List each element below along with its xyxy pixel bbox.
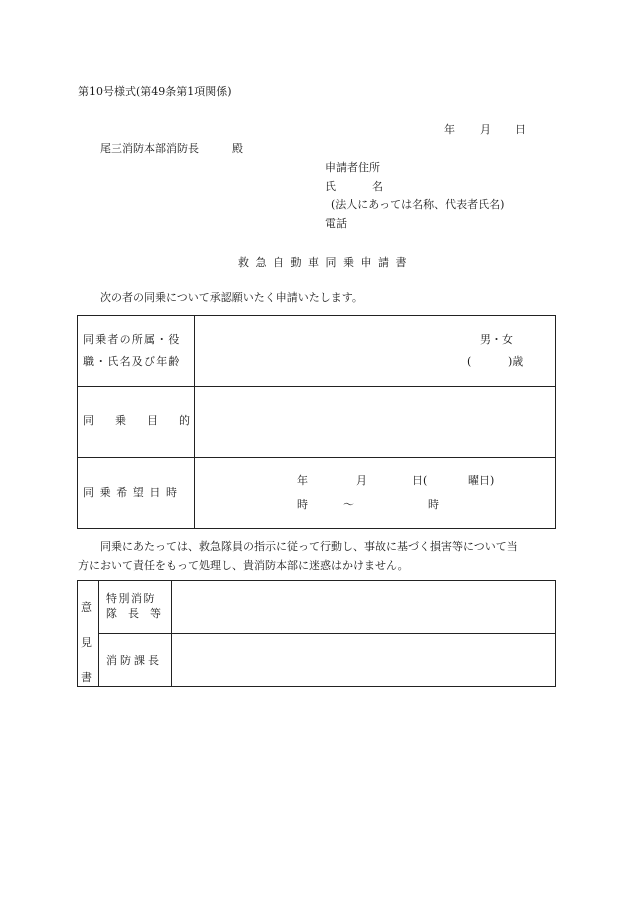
age-input[interactable] xyxy=(477,355,507,369)
date-month-label: 月 xyxy=(480,123,491,136)
table-divider xyxy=(77,457,556,458)
datetime-input[interactable] xyxy=(196,460,554,526)
intro-text: 次の者の同乗について承認願いたく申請いたします。 xyxy=(100,291,363,304)
age-open-paren: ( xyxy=(467,355,472,368)
fire-section-chief-opinion-input[interactable] xyxy=(173,635,554,685)
date-month: 月 xyxy=(356,474,367,487)
date-day: 日( xyxy=(412,474,428,487)
passenger-info-input[interactable] xyxy=(196,318,456,382)
fire-section-chief-label: 消防課長 xyxy=(106,654,162,667)
passenger-info-label-line2: 職・氏名及び年齢 xyxy=(83,355,181,368)
special-chief-label-line2: 隊長等 xyxy=(106,607,172,620)
applicant-address-label: 申請者住所 xyxy=(325,161,380,174)
time-start: 時 xyxy=(297,498,308,511)
age-close-label: )歳 xyxy=(508,355,524,368)
date-year: 年 xyxy=(297,474,308,487)
applicant-name-char1: 氏 xyxy=(325,180,336,193)
pledge-line1: 同乗にあたっては、救急隊員の指示に従って行動し、事故に基づく損害等について当 xyxy=(100,540,518,553)
purpose-input[interactable] xyxy=(196,389,554,455)
form-number: 第10号様式(第49条第1項関係) xyxy=(78,85,232,98)
opinion-side-label: 意見書 xyxy=(81,601,92,684)
table-divider xyxy=(98,633,556,634)
time-end: 時 xyxy=(428,498,439,511)
applicant-corporate-note: (法人にあっては名称、代表者氏名) xyxy=(331,198,505,211)
gender-field[interactable]: 男・女 xyxy=(480,333,513,346)
date-year-label: 年 xyxy=(444,123,455,136)
special-chief-opinion-input[interactable] xyxy=(173,582,554,631)
date-weekday: 曜日) xyxy=(468,474,495,487)
table-divider xyxy=(77,386,556,387)
passenger-info-label-line1: 同乗者の所属・役 xyxy=(83,333,181,346)
date-day-label: 日 xyxy=(515,123,526,136)
applicant-phone-label: 電話 xyxy=(325,217,347,230)
purpose-label-text: 同乗目的 xyxy=(83,414,211,427)
applicant-name-char2: 名 xyxy=(372,180,383,193)
pledge-line2: 方において責任をもって処理し、貴消防本部に迷惑はかけません。 xyxy=(78,559,409,572)
time-tilde: ～ xyxy=(343,498,354,511)
document-title: 救急自動車同乗申請書 xyxy=(238,256,413,269)
special-chief-label-line1: 特別消防 xyxy=(106,592,156,605)
addressee-honorific: 殿 xyxy=(232,142,243,155)
desired-datetime-label: 同乗希望日時 xyxy=(83,486,183,499)
purpose-label xyxy=(83,414,211,428)
addressee-name: 尾三消防本部消防長 xyxy=(100,142,199,155)
